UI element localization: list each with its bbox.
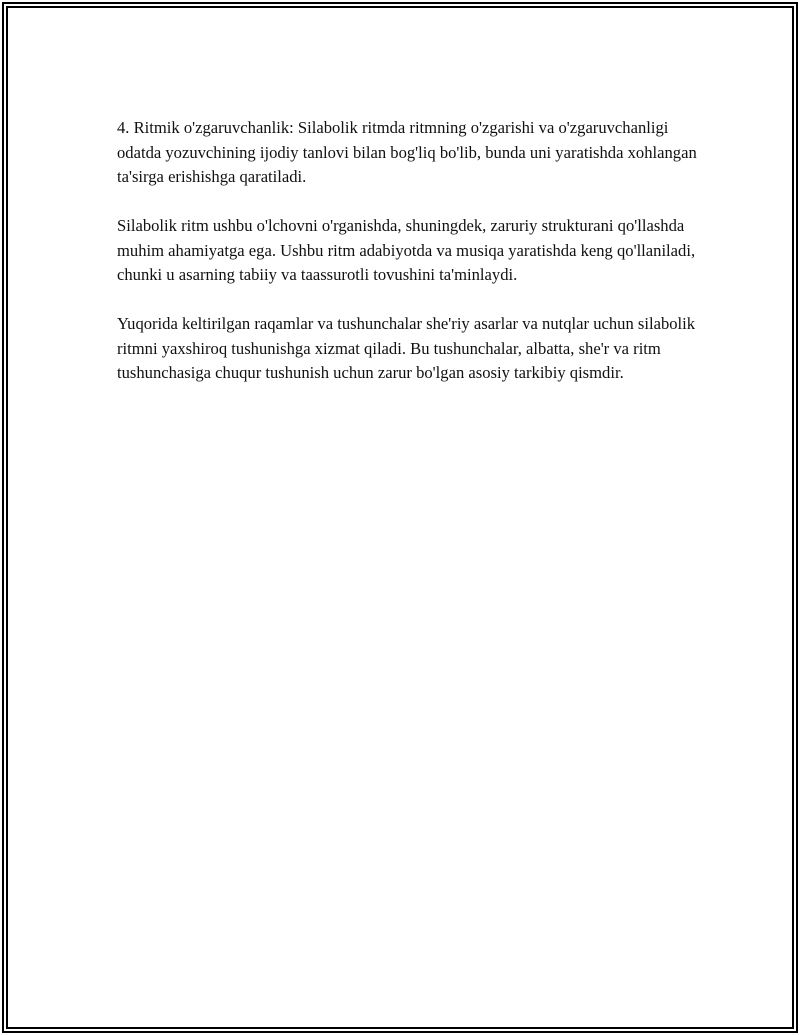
paragraph-syllabic-rhythm-importance: Silabolik ritm ushbu o'lchovni o'rganishda, shuningdek, zaruriy strukturani qo'llashda muhim ahamiyatga ega. Ushbu ritm adabiyotda va musiqa yaratishda keng qo'llaniladi, chunki u asarning tabiiy va taassurotli tovushini ta'minlaydi. bbox=[117, 216, 696, 284]
paragraph-conclusion: Yuqorida keltirilgan raqamlar va tushunchalar she'riy asarlar va nutqlar uchun silabolik ritmni yaxshiroq tushunishga xizmat qiladi. Bu tushunchalar, albatta, she'r va ritm tushunchasiga chuqur tushunish uchun zarur bo'lgan asosiy tarkibiy qismdir. bbox=[117, 314, 696, 382]
paragraph-rhythmic-variability: 4. Ritmik o'zgaruvchanlik: Silabolik ritmda ritmning o'zgarishi va o'zgaruvchanligi odatda yozuvchining ijodiy tanlovi bilan bog'liq bo'lib, bunda uni yaratishda xohlangan ta'sirga erishishga qaratiladi. bbox=[117, 118, 697, 186]
document-body bbox=[117, 116, 697, 410]
